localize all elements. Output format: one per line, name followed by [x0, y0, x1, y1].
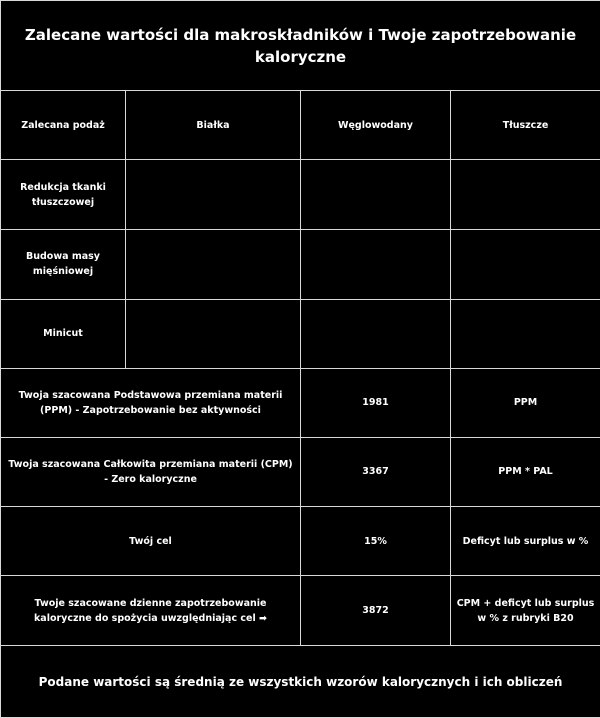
summary-row-daily-intake [1, 576, 600, 646]
protein-cell-fat-loss [126, 160, 301, 230]
goal-row-minicut [1, 299, 600, 368]
cpm-note: PPM * PAL [451, 437, 600, 507]
ppm-note: PPM [451, 368, 600, 437]
header-fat: Tłuszcze [451, 91, 600, 160]
protein-cell-minicut [126, 299, 301, 368]
ppm-value: 1981 [301, 368, 451, 437]
header-protein: Białka [126, 91, 301, 160]
fat-cell-minicut [451, 299, 600, 368]
goal-label: Twój cel [1, 507, 301, 576]
header-carbs: Węglowodany [301, 91, 451, 160]
goal-value: 15% [301, 507, 451, 576]
goal-label-fat-loss: Redukcja tkanki tłuszczowej [1, 160, 126, 230]
page-title: Zalecane wartości dla makroskładników i Twoje zapotrzebowanie kaloryczne [1, 1, 600, 91]
daily-intake-label: Twoje szacowane dzienne zapotrzebowanie kaloryczne do spożycia uwzględniając cel ➡ [1, 576, 301, 646]
summary-row-ppm [1, 368, 600, 437]
footer-row [1, 646, 600, 718]
header-recommended-intake: Zalecana podaż [1, 91, 126, 160]
carbs-cell-muscle-gain [301, 230, 451, 300]
summary-row-cpm [1, 437, 600, 507]
header-row [1, 91, 600, 160]
ppm-label: Twoja szacowana Podstawowa przemiana materii (PPM) - Zapotrzebowanie bez aktywności [1, 368, 301, 437]
daily-intake-value: 3872 [301, 576, 451, 646]
protein-cell-muscle-gain [126, 230, 301, 300]
title-row [1, 1, 600, 91]
goal-label-muscle-gain: Budowa masy mięśniowej [1, 230, 126, 300]
goal-row-muscle-gain [1, 230, 600, 300]
carbs-cell-minicut [301, 299, 451, 368]
footer-note: Podane wartości są średnią ze wszystkich wzorów kalorycznych i ich obliczeń [1, 646, 600, 718]
cpm-label: Twoja szacowana Całkowita przemiana materii (CPM) - Zero kaloryczne [1, 437, 301, 507]
fat-cell-muscle-gain [451, 230, 600, 300]
cpm-value: 3367 [301, 437, 451, 507]
summary-row-goal [1, 507, 600, 576]
fat-cell-fat-loss [451, 160, 600, 230]
daily-intake-note: CPM + deficyt lub surplus w % z rubryki B20 [451, 576, 600, 646]
carbs-cell-fat-loss [301, 160, 451, 230]
goal-label-minicut: Minicut [1, 299, 126, 368]
goal-row-fat-loss [1, 160, 600, 230]
goal-note: Deficyt lub surplus w % [451, 507, 600, 576]
